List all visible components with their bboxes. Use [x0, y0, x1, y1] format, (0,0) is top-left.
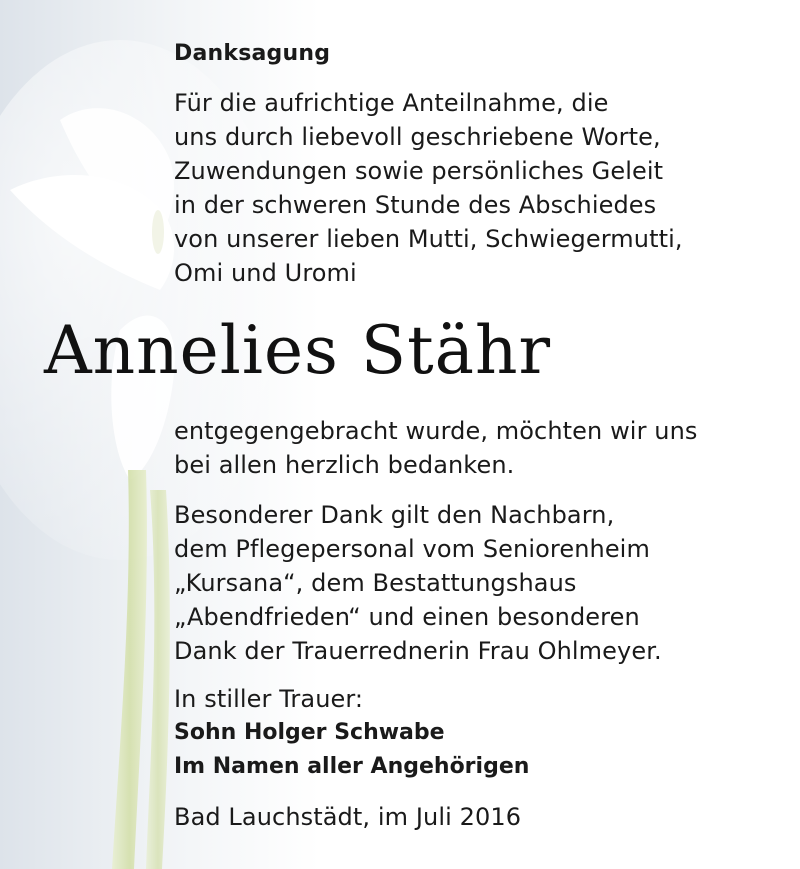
notice-heading: Danksagung	[174, 41, 331, 66]
special-thanks-paragraph	[174, 498, 662, 668]
signer-line: Im Namen aller Angehörigen	[174, 754, 530, 779]
text-line: „Kursana“, dem Bestattungshaus	[174, 569, 577, 597]
signer-line: Sohn Holger Schwabe	[174, 720, 445, 745]
text-line: bei allen herzlich bedanken.	[174, 451, 515, 479]
text-line: uns durch liebevoll geschriebene Worte,	[174, 123, 661, 151]
intro-paragraph	[174, 86, 683, 290]
signers	[174, 716, 529, 784]
text-line: Besonderer Dank gilt den Nachbarn,	[174, 501, 615, 529]
text-line: Zuwendungen sowie persönliches Geleit	[174, 157, 664, 185]
text-line: Omi und Uromi	[174, 259, 357, 287]
text-line: in der schweren Stunde des Abschiedes	[174, 191, 657, 219]
text-line: dem Pflegepersonal vom Seniorenheim	[174, 535, 650, 563]
deceased-name: Annelies Stähr	[44, 312, 552, 389]
place-date: Bad Lauchstädt, im Juli 2016	[174, 803, 522, 831]
continuation-paragraph	[174, 414, 698, 482]
mourning-label: In stiller Trauer:	[174, 685, 364, 713]
text-line: Für die aufrichtige Anteilnahme, die	[174, 89, 609, 117]
text-line: entgegengebracht wurde, möchten wir uns	[174, 417, 698, 445]
text-line: Dank der Trauerrednerin Frau Ohlmeyer.	[174, 637, 662, 665]
text-line: „Abendfrieden“ und einen besonderen	[174, 603, 640, 631]
text-line: von unserer lieben Mutti, Schwiegermutti,	[174, 225, 683, 253]
